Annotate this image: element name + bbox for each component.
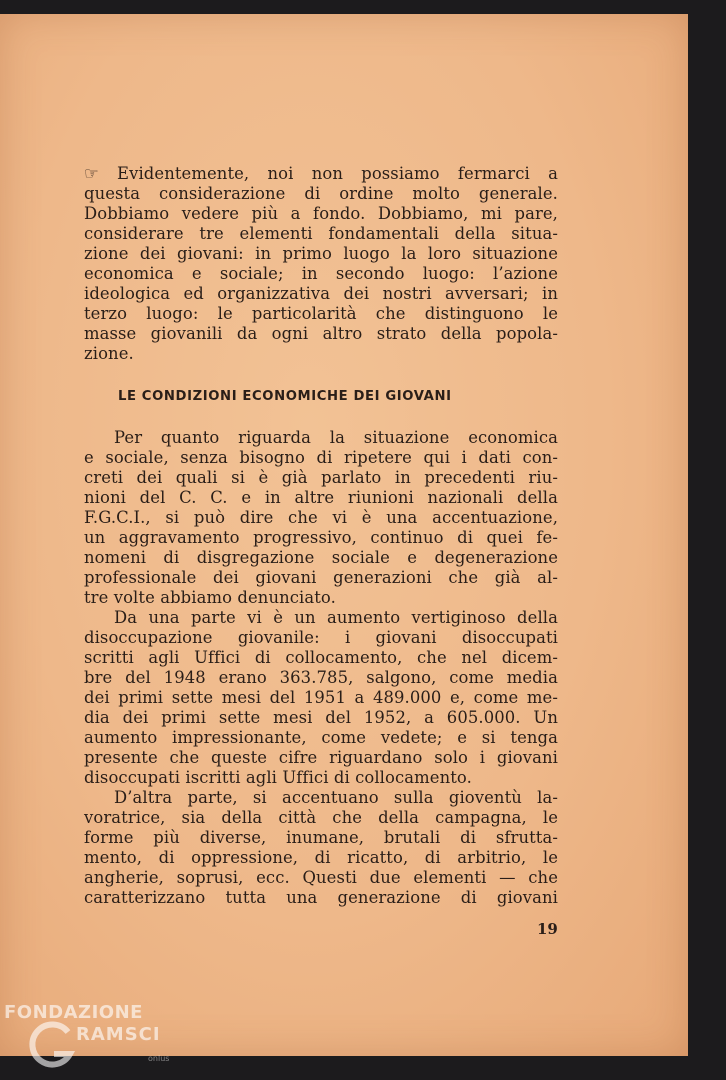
book-page xyxy=(0,14,688,1056)
text-line: nomeni di disgregazione sociale e degenerazione xyxy=(84,548,558,567)
text-line: caratterizzano tutta una generazione di giovani xyxy=(84,888,558,907)
text-line: zione dei giovani: in primo luogo la loro situazione xyxy=(84,244,558,263)
section-heading: LE CONDIZIONI ECONOMICHE DEI GIOVANI xyxy=(118,389,452,404)
text-line: D’altra parte, si accentuano sulla gioventù la- xyxy=(114,788,558,807)
page-number: 19 xyxy=(537,920,558,938)
paragraph-2 xyxy=(84,428,558,608)
page-body xyxy=(84,164,558,908)
text-line: tre volte abbiamo denunciato. xyxy=(84,588,336,607)
watermark-title: FONDAZIONE xyxy=(4,1002,143,1023)
watermark-name: RAMSCI xyxy=(76,1024,161,1045)
text-line: voratrice, sia della città che della campagna, le xyxy=(84,808,558,827)
watermark xyxy=(4,998,204,1078)
text-line: dia dei primi sette mesi del 1952, a 605.000. Un xyxy=(84,708,558,727)
gramsci-logo-icon xyxy=(28,1020,76,1070)
text-line: disoccupati iscritti agli Uffici di collocamento. xyxy=(84,768,472,787)
text-line: Da una parte vi è un aumento vertiginoso della xyxy=(114,608,558,627)
text-line: aumento impressionante, come vedete; e si tenga xyxy=(84,728,558,747)
text-line: questa considerazione di ordine molto generale. xyxy=(84,184,558,203)
text-line: angherie, soprusi, ecc. Questi due elementi — che xyxy=(84,868,558,887)
text-line: forme più diverse, inumane, brutali di sfrutta- xyxy=(84,828,558,847)
text-line: economica e sociale; in secondo luogo: l’azione xyxy=(84,264,558,283)
text-line: Per quanto riguarda la situazione economica xyxy=(114,428,558,447)
text-line: Dobbiamo vedere più a fondo. Dobbiamo, mi pare, xyxy=(84,204,558,223)
text-line: nioni del C. C. e in altre riunioni nazionali della xyxy=(84,488,558,507)
text-line: dei primi sette mesi del 1951 a 489.000 e, come me- xyxy=(84,688,558,707)
text-line: considerare tre elementi fondamentali della situa- xyxy=(84,224,558,243)
text-line: un aggravamento progressivo, continuo di quei fe- xyxy=(84,528,558,547)
text-line: terzo luogo: le particolarità che distinguono le xyxy=(84,304,558,323)
paragraph-4 xyxy=(84,788,558,908)
text-line: professionale dei giovani generazioni che già al- xyxy=(84,568,558,587)
text-line: masse giovanili da ogni altro strato della popola- xyxy=(84,324,558,343)
text-line: ☞ Evidentemente, noi non possiamo fermarci a xyxy=(84,164,558,183)
text-line: creti dei quali si è già parlato in precedenti riu- xyxy=(84,468,558,487)
text-line: zione. xyxy=(84,344,134,363)
text-line: ideologica ed organizzativa dei nostri avversari; in xyxy=(84,284,558,303)
text-line: presente che queste cifre riguardano solo i giovani xyxy=(84,748,558,767)
text-line: F.G.C.I., si può dire che vi è una accentuazione, xyxy=(84,508,558,527)
text-line: disoccupazione giovanile: i giovani disoccupati xyxy=(84,628,558,647)
watermark-suffix: onlus xyxy=(148,1054,170,1063)
text-line: mento, di oppressione, di ricatto, di arbitrio, le xyxy=(84,848,558,867)
text-line: scritti agli Uffici di collocamento, che nel dicem- xyxy=(84,648,558,667)
paragraph-3 xyxy=(84,608,558,788)
text-line: e sociale, senza bisogno di ripetere qui i dati con- xyxy=(84,448,558,467)
text-line: bre del 1948 erano 363.785, salgono, come media xyxy=(84,668,558,687)
paragraph-1 xyxy=(84,164,558,364)
